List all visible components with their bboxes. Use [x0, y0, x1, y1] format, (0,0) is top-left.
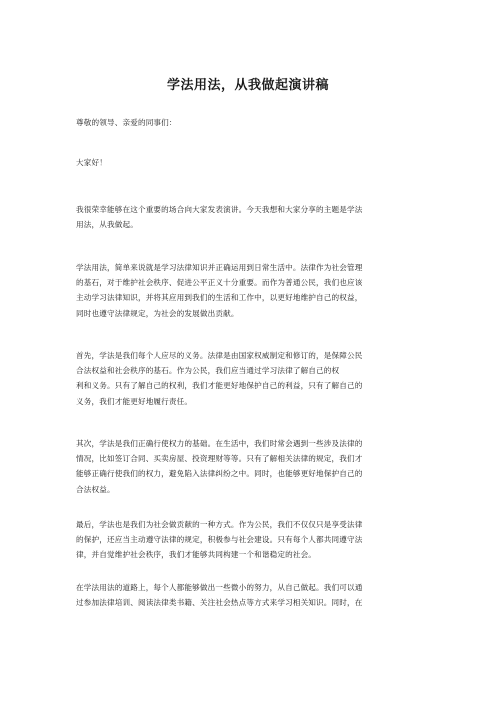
second-point-paragraph: 其次，学法是我们正确行使权力的基础。在生活中，我们时常会遇到一些涉及法律的 情况，比如签订合同、买卖房屋、投资理财等等。只有了解相关法律的规定，我们才 能够正确行使我们的权力，避免陷入法律纠纷之中。同时，也能够更好地保护自己的 合法权益。: [76, 439, 363, 494]
closing-paragraph: 在学法用法的道路上，每个人都能够做出一些微小的努力，从自己做起。我们可以通 过参加法律培训、阅读法律类书籍、关注社会热点等方式来学习相关知识。同时，在: [76, 583, 363, 608]
intro-paragraph: 我很荣幸能够在这个重要的场合向大家发表演讲。今天我想和大家分享的主题是学法 用法，从我做起。: [76, 205, 363, 230]
last-point-paragraph: 最后，学法也是我们为社会做贡献的一种方式。作为公民，我们不仅仅只是享受法律 的保护，还应当主动遵守法律的规定，积极参与社会建设。只有每个人都共同遵守法 律，并自觉维护社会秩序，我们才能够共同构建一个和谐稳定的社会。: [76, 520, 363, 560]
document-title: 学法用法，从我做起演讲稿: [166, 78, 329, 93]
first-point-paragraph: 首先，学法是我们每个人应尽的义务。法律是由国家权威制定和修订的，是保障公民 合法权益和社会秩序的基石。作为公民，我们应当通过学习法律了解自己的权 利和义务。只有了解自己的权利，我们才能更好地保护自己的利益，只有了解自己的 义务，我们才能更好地履行责任。: [76, 351, 363, 406]
greeting-paragraph: 大家好！: [76, 158, 107, 167]
salutation-paragraph: 尊敬的领导、亲爱的同事们：: [76, 118, 177, 127]
definition-paragraph: 学法用法，简单来说就是学习法律知识并正确运用到日常生活中。法律作为社会管理 的基石，对于维护社会秩序、促进公平正义十分重要。而作为普通公民，我们也应该 主动学习法律知识，并将其应用到我们的生活和工作中，以更好地维护自己的权益， 同时也遵守法律规定，为社会的发展做出贡献。: [76, 263, 363, 318]
